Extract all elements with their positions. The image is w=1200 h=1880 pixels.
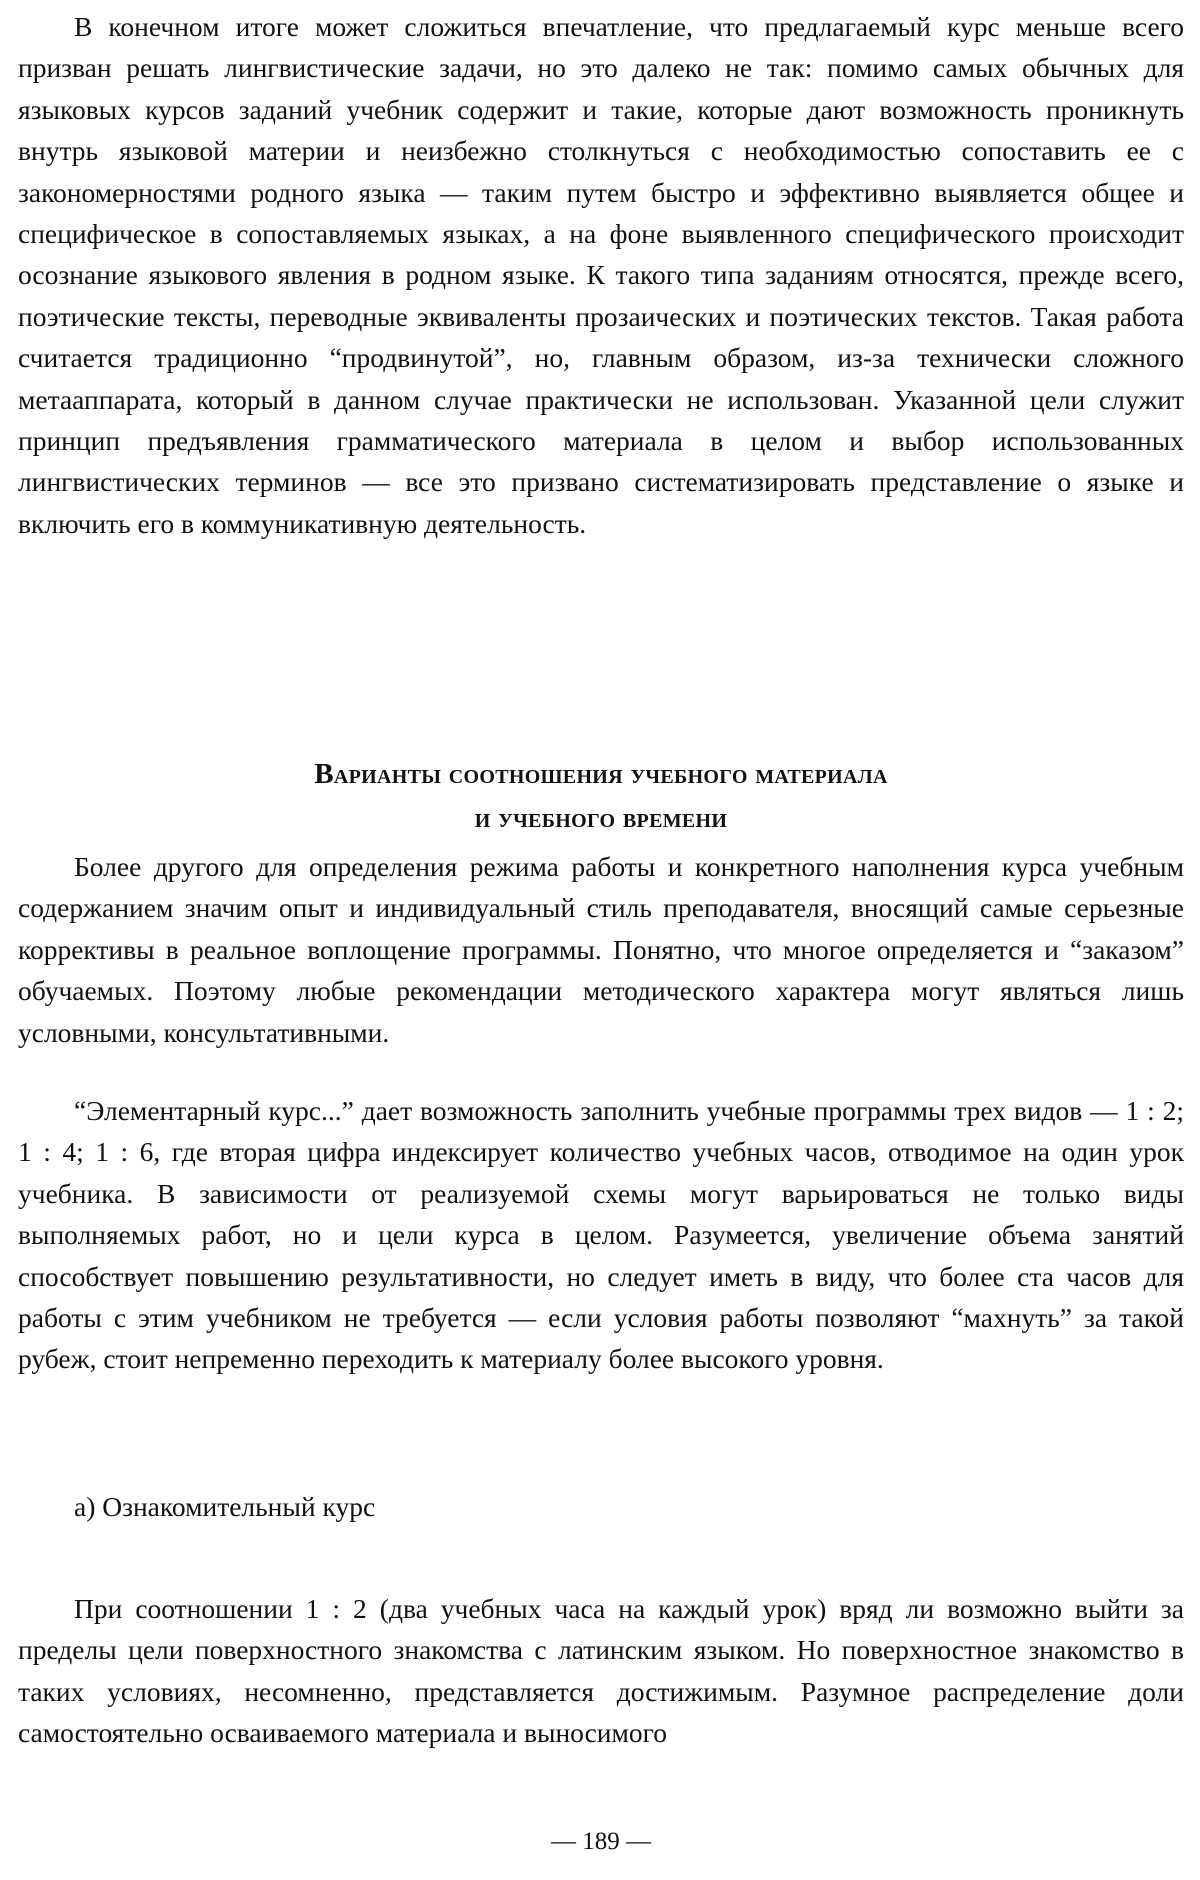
paragraph-programs: “Элементарный курс...” дает возможность заполнить учебные программы трех видов — 1 : 2; 1 : 4; 1 : 6, где вторая цифра индексирует количество учебных часов, отводимое на один урок учебника. В зависимости от реализуемой схемы могут варьироваться не только виды выполняемых работ, но и цели курса в целом. Разумеется, увеличение объема занятий способствует повышению результативности, но следует иметь в виду, что более ста часов для работы с этим учебником не требуется — если условия работы позволяют “махнуть” за такой рубеж, стоит непременно переходить к материалу более высокого уровня. (18, 1095, 1184, 1375)
book-page (18, 0, 1184, 1880)
paragraph-experience: Более другого для определения режима работы и конкретного наполнения курса учебным содержанием значим опыт и индивидуальный стиль преподавателя, вносящий самые серьезные коррективы в реальное воплощение программы. Понятно, что многое определяется и “заказом” обучаемых. Поэтому любые рекомендации методического характера могут являться лишь условными, консультативными. (18, 851, 1184, 1048)
paragraph-ratio: При соотношении 1 : 2 (два учебных часа на каждый урок) вряд ли возможно выйти за пределы цели поверхностного знакомства с латинским языком. Но поверхностное знакомство в таких условиях, несомненно, представляется достижимым. Разумное распределение доли самостоятельно осваиваемого материала и выносимого (18, 1593, 1184, 1749)
section-heading-line-1: Варианты соотношения учебного материала (314, 758, 888, 791)
section-heading (18, 752, 1184, 840)
section-heading-line-2: и учебного времени (474, 802, 728, 835)
page-number: — 189 — (551, 1828, 651, 1855)
subsection-heading: а) Ознакомительный курс (74, 1491, 376, 1522)
paragraph-intro: В конечном итоге может сложиться впечатление, что предлагаемый курс меньше всего призван решать лингвистические задачи, но это далеко не так: помимо самых обычных для языковых курсов заданий учебник содержит и такие, которые дают возможность проникнуть внутрь языковой материи и неизбежно столкнуться с необходимостью сопоставить ее с закономерностями родного языка — таким путем быстро и эффективно выявляется общее и специфическое в сопоставляемых языках, а на фоне выявленного специфического происходит осознание языкового явления в родном языке. К такого типа заданиям относятся, прежде всего, поэтические тексты, переводные эквиваленты прозаических и поэтических текстов. Такая работа считается традиционно “продвинутой”, но, главным образом, из-за технически сложного метааппарата, который в данном случае практически не использован. Указанной цели служит принцип предъявления грамматического материала в целом и выбор использованных лингвистических терминов — все это призвано систематизировать представление о языке и включить его в коммуникативную деятельность. (18, 11, 1184, 539)
